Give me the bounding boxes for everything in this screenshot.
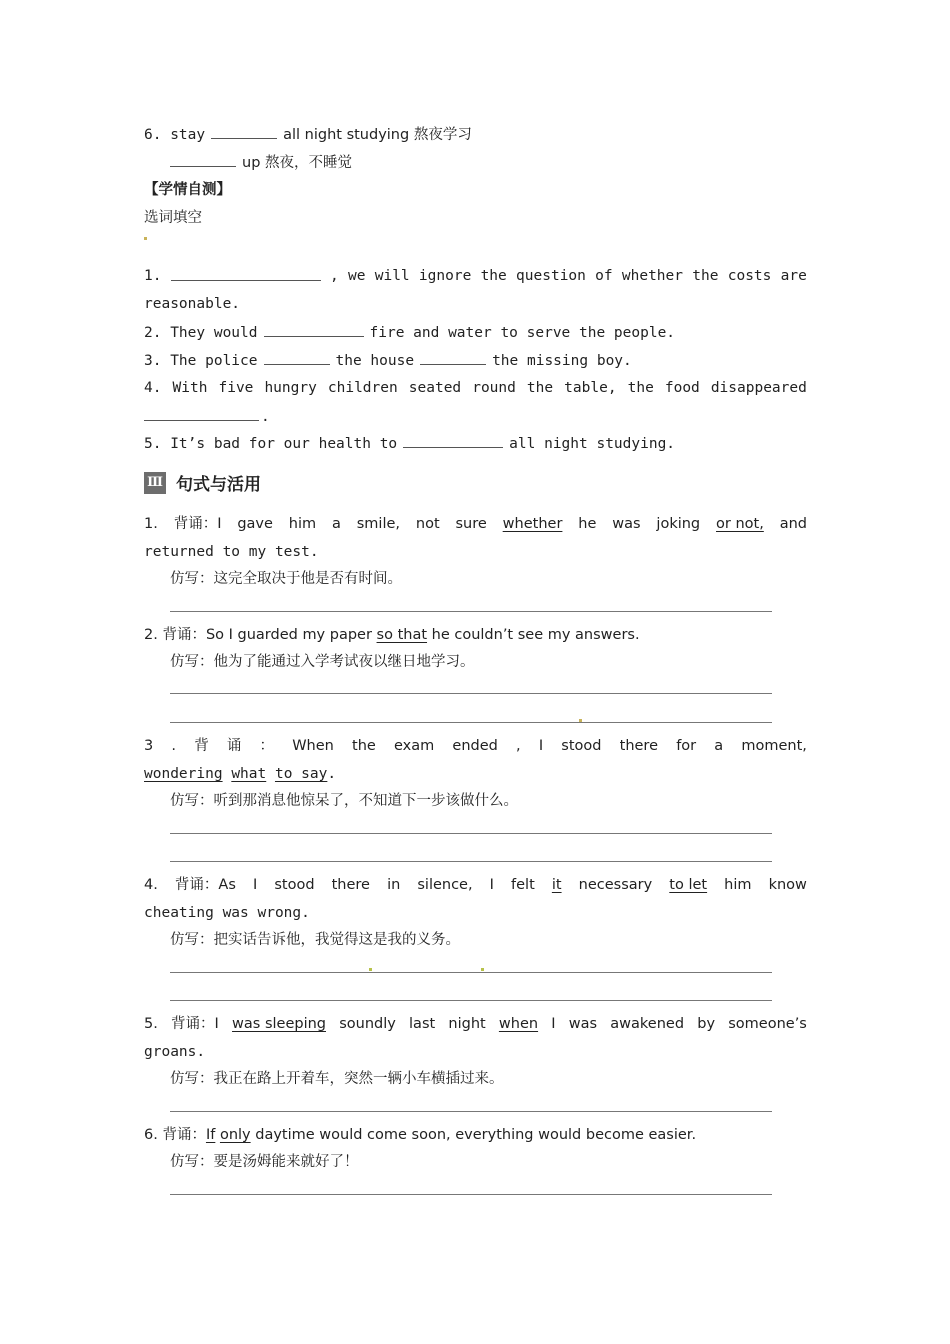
question-text: 2. They would bbox=[144, 325, 258, 341]
question-text: fire and water to serve the people. bbox=[369, 325, 676, 341]
sentence-text: daytime would come soon, everything would become easier. bbox=[255, 1127, 697, 1143]
key-phrase: If bbox=[205, 1127, 216, 1143]
answer-blank[interactable] bbox=[170, 152, 236, 167]
sentence-5-imitation-prompt: 仿写：我正在路上开着车，突然一辆小车横插过来。 bbox=[170, 1071, 504, 1087]
word: 5. bbox=[144, 1016, 158, 1032]
word: in bbox=[387, 877, 401, 893]
word: I bbox=[551, 1016, 556, 1032]
question-1-continuation: reasonable. bbox=[144, 296, 241, 312]
word: ignore bbox=[418, 268, 472, 284]
word: ： bbox=[259, 738, 275, 754]
sentence-text: 2. 背诵：So I guarded my paper bbox=[144, 627, 372, 643]
word: disappeared bbox=[710, 380, 807, 396]
answer-line[interactable] bbox=[170, 1111, 772, 1112]
word: stood bbox=[561, 738, 602, 754]
question-text: 3. The police bbox=[144, 353, 258, 369]
question-4-continuation bbox=[144, 406, 270, 427]
word: and bbox=[779, 516, 807, 532]
answer-blank[interactable] bbox=[264, 350, 330, 365]
word: 背 bbox=[194, 738, 209, 754]
word: smile, bbox=[356, 516, 401, 532]
word: of bbox=[595, 268, 613, 284]
word: I bbox=[489, 877, 494, 893]
answer-line[interactable] bbox=[170, 833, 772, 834]
word: sure bbox=[455, 516, 487, 532]
word: , bbox=[516, 738, 521, 754]
roman-numeral-icon: Ⅲ bbox=[144, 472, 166, 494]
word: awakened bbox=[610, 1016, 685, 1032]
scan-dot bbox=[369, 968, 372, 971]
sentence-3-imitation-prompt: 仿写：听到那消息他惊呆了，不知道下一步该做什么。 bbox=[170, 793, 518, 809]
word: silence, bbox=[417, 877, 473, 893]
word: the bbox=[352, 738, 376, 754]
sentence-3-continuation bbox=[144, 764, 336, 784]
word: food bbox=[664, 380, 700, 396]
word: exam bbox=[393, 738, 435, 754]
word: was bbox=[568, 1016, 598, 1032]
word: him bbox=[288, 516, 317, 532]
word: necessary bbox=[578, 877, 653, 893]
question-3 bbox=[144, 350, 632, 371]
answer-blank[interactable] bbox=[420, 350, 486, 365]
word: joking bbox=[656, 516, 701, 532]
word: know bbox=[768, 877, 807, 893]
word: for bbox=[676, 738, 697, 754]
question-text: . bbox=[261, 409, 270, 425]
answer-line[interactable] bbox=[170, 1000, 772, 1001]
sentence-2 bbox=[144, 625, 640, 645]
sentence-text: 6. 背诵： bbox=[144, 1127, 206, 1143]
sentence-1-imitation-prompt: 仿写：这完全取决于他是否有时间。 bbox=[170, 571, 402, 587]
section-title: 句式与活用 bbox=[176, 475, 261, 495]
sentence-6 bbox=[144, 1125, 696, 1145]
word: , bbox=[330, 268, 339, 284]
key-phrase: when bbox=[498, 1016, 539, 1032]
answer-blank[interactable] bbox=[264, 322, 364, 337]
question-text: 5. It’s bad for our health to bbox=[144, 436, 398, 452]
word: costs bbox=[727, 268, 772, 284]
word: are bbox=[780, 268, 807, 284]
word: the bbox=[526, 380, 554, 396]
answer-line[interactable] bbox=[170, 722, 772, 723]
vocab-text: all night studying 熬夜学习 bbox=[283, 127, 472, 143]
question-number: 1. bbox=[144, 268, 162, 284]
vocab-text: up 熬夜，不睡觉 bbox=[242, 155, 353, 171]
scan-dot bbox=[144, 237, 147, 240]
answer-blank[interactable] bbox=[211, 124, 277, 139]
word: there bbox=[331, 877, 370, 893]
key-phrase: whether bbox=[502, 516, 563, 532]
sentence-1 bbox=[144, 514, 807, 534]
vocab-text: 6. stay bbox=[144, 127, 206, 143]
sentence-text: . bbox=[327, 766, 337, 782]
key-phrase: wondering bbox=[144, 766, 223, 782]
key-phrase: was sleeping bbox=[232, 1016, 326, 1032]
sentence-5 bbox=[144, 1014, 807, 1034]
word: the bbox=[627, 380, 654, 396]
word: hungry bbox=[264, 380, 317, 396]
word: stood bbox=[274, 877, 315, 893]
word: 诵 bbox=[226, 738, 242, 754]
sentence-6-imitation-prompt: 仿写：要是汤姆能来就好了！ bbox=[170, 1154, 359, 1170]
word: the bbox=[692, 268, 719, 284]
key-phrase: so that bbox=[376, 627, 428, 643]
word: by bbox=[697, 1016, 716, 1032]
question-2 bbox=[144, 322, 675, 343]
question-text: the house bbox=[335, 353, 415, 369]
self-test-heading: 【学情自测】 bbox=[144, 182, 231, 198]
key-phrase: to say bbox=[274, 766, 328, 782]
word: 1. bbox=[144, 516, 158, 532]
word: the bbox=[480, 268, 507, 284]
word: 背诵：I bbox=[171, 1016, 219, 1032]
word: he bbox=[578, 516, 597, 532]
word: children bbox=[327, 380, 398, 396]
question-text: the missing boy. bbox=[492, 353, 632, 369]
scan-dot bbox=[579, 719, 582, 722]
word: seated bbox=[408, 380, 462, 396]
question-4 bbox=[144, 378, 807, 398]
key-phrase: only bbox=[219, 1127, 251, 1143]
answer-line[interactable] bbox=[170, 611, 772, 612]
word: 4. bbox=[144, 380, 162, 396]
word: him bbox=[724, 877, 752, 893]
word: night bbox=[448, 1016, 486, 1032]
answer-blank[interactable] bbox=[171, 266, 321, 281]
word: 背诵：As bbox=[174, 877, 236, 893]
word: 背诵：I bbox=[173, 516, 222, 532]
word: round bbox=[472, 380, 516, 396]
word: not bbox=[415, 516, 440, 532]
scan-dot bbox=[481, 968, 484, 971]
word: five bbox=[218, 380, 254, 396]
word: soundly bbox=[339, 1016, 396, 1032]
word: I bbox=[252, 877, 258, 893]
sentence-4-continuation: cheating was wrong. bbox=[144, 905, 310, 921]
sentence-4-imitation-prompt: 仿写：把实话告诉他，我觉得这是我的义务。 bbox=[170, 932, 460, 948]
section-header bbox=[144, 470, 261, 495]
answer-line[interactable] bbox=[170, 861, 772, 862]
word: ended bbox=[452, 738, 498, 754]
word: last bbox=[409, 1016, 436, 1032]
answer-line[interactable] bbox=[170, 693, 772, 694]
answer-line[interactable] bbox=[170, 1194, 772, 1195]
word: there bbox=[619, 738, 659, 754]
sentence-text: he couldn’t see my answers. bbox=[431, 627, 640, 643]
word: 4. bbox=[144, 877, 158, 893]
sentence-2-imitation-prompt: 仿写：他为了能通过入学考试夜以继日地学习。 bbox=[170, 654, 475, 670]
word: whether bbox=[621, 268, 683, 284]
word: felt bbox=[511, 877, 535, 893]
word: With bbox=[172, 380, 208, 396]
vocab-item-6-line-1 bbox=[144, 124, 472, 145]
sentence-3 bbox=[144, 736, 807, 756]
vocab-item-6-line-2 bbox=[170, 152, 352, 173]
word: someone’s bbox=[728, 1016, 807, 1032]
key-phrase: what bbox=[231, 766, 267, 782]
answer-blank[interactable] bbox=[403, 433, 503, 448]
self-test-subheading: 选词填空 bbox=[144, 210, 202, 226]
word: . bbox=[171, 738, 177, 754]
word: table, bbox=[564, 380, 617, 396]
word: we bbox=[348, 268, 366, 284]
key-phrase: to let bbox=[669, 877, 708, 893]
word: will bbox=[374, 268, 410, 284]
answer-line[interactable] bbox=[170, 972, 772, 973]
word: a bbox=[332, 516, 341, 532]
question-text: all night studying. bbox=[509, 436, 676, 452]
word: moment, bbox=[741, 738, 807, 754]
answer-blank[interactable] bbox=[144, 406, 259, 421]
sentence-4 bbox=[144, 875, 807, 895]
word: When bbox=[292, 738, 334, 754]
word: was bbox=[612, 516, 641, 532]
word: a bbox=[714, 738, 724, 754]
key-phrase: or not, bbox=[716, 516, 764, 532]
word: I bbox=[538, 738, 544, 754]
word: question bbox=[516, 268, 586, 284]
sentence-1-continuation: returned to my test. bbox=[144, 544, 319, 560]
question-5 bbox=[144, 433, 675, 454]
key-phrase: it bbox=[551, 877, 562, 893]
word: 3 bbox=[144, 738, 154, 754]
sentence-5-continuation: groans. bbox=[144, 1044, 206, 1060]
word: gave bbox=[237, 516, 273, 532]
question-1 bbox=[144, 266, 807, 286]
